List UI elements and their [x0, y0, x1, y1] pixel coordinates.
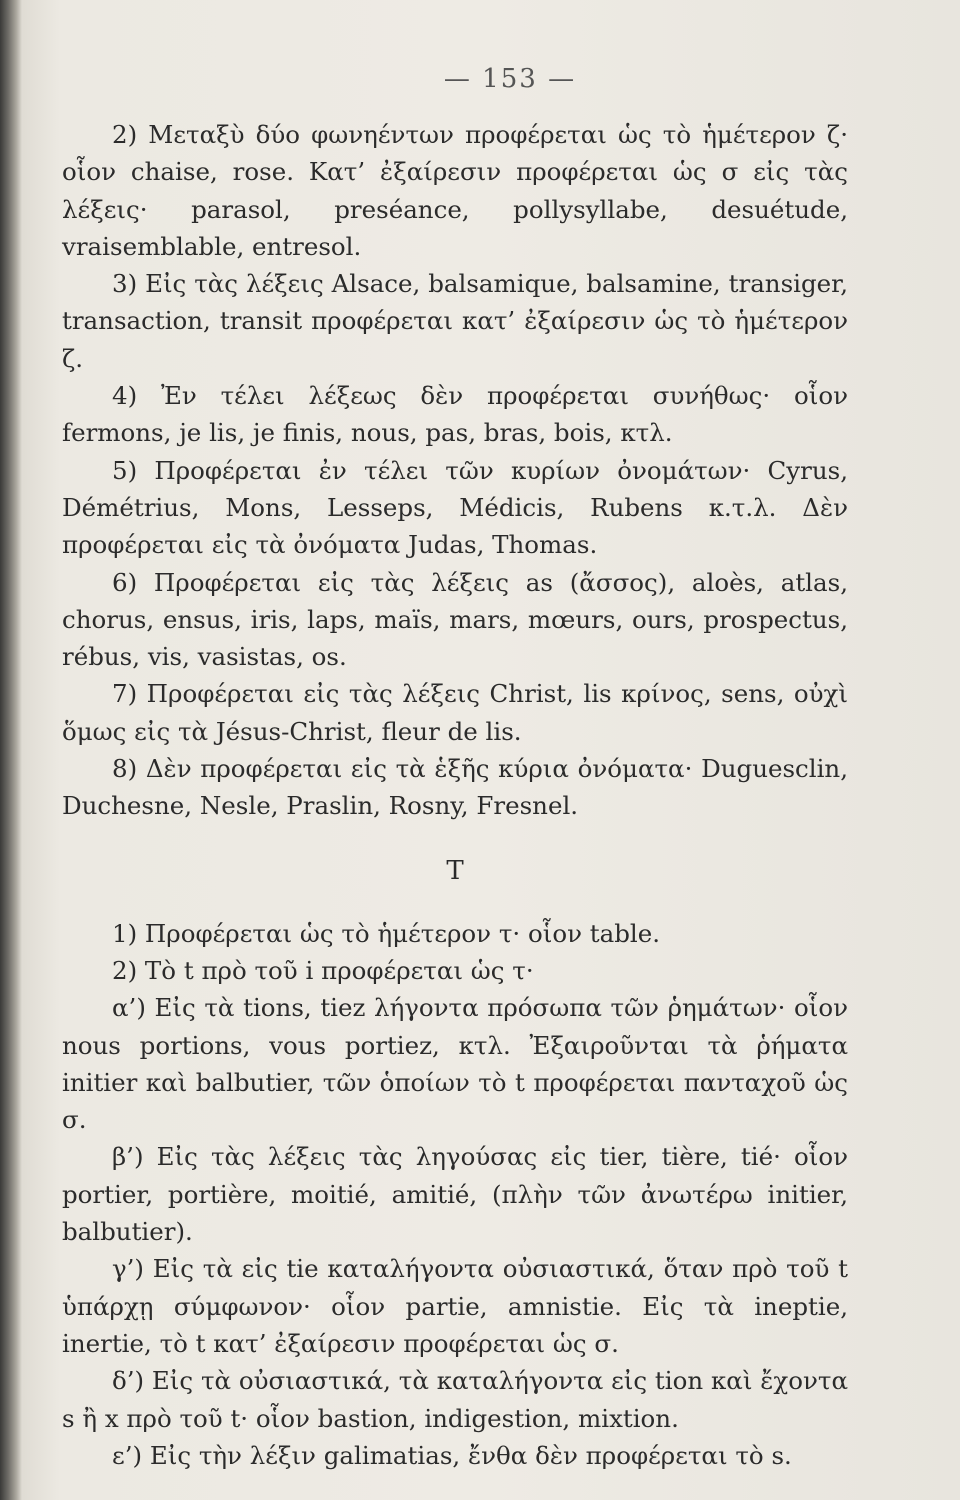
paragraph-s-8: 8) Δὲν προφέρεται εἰς τὰ ἑξῆς κύρια ὀνόματα· Duguesclin, Duchesne, Nesle, Praslin, Rosny, Fresnel. [62, 754, 848, 821]
paragraph-s-4: 4) Ἐν τέλει λέξεως δὲν προφέρεται συνήθως· οἷον fermons, je lis, je finis, nous, pas, bras, bois, κτλ. [62, 381, 848, 448]
book-spine-shadow [0, 0, 22, 1500]
paragraph-t-2c: γ’) Εἰς τὰ εἰς tie καταλήγοντα οὐσιαστικά, ὅταν πρὸ τοῦ t ὑπάρχῃ σύμφωνον· οἷον partie, amnistie. Εἰς τὰ ineptie, inertie, τὸ t κατ’ ἐξαίρεσιν προφέρεται ὡς σ. [62, 1254, 848, 1358]
paragraph-t-1: 1) Προφέρεται ὡς τὸ ἡμέτερον τ· οἷον table. [112, 918, 661, 948]
section-heading: T [446, 855, 464, 886]
paragraph-s-7: 7) Προφέρεται εἰς τὰς λέξεις Christ, lis κρίνος, sens, οὐχὶ ὅμως εἰς τὰ Jésus-Christ, fleur de lis. [62, 679, 848, 746]
paragraph-s-2: 2) Μεταξὺ δύο φωνηέντων προφέρεται ὡς τὸ ἡμέτερον ζ· οἷον chaise, rose. Κατ’ ἐξαίρεσιν προφέρεται ὡς σ εἰς τὰς λέξεις· parasol, preséance, pollysyllabe, desuétude, vraisemblable, entresol. [62, 120, 848, 261]
paragraph-s-3: 3) Εἰς τὰς λέξεις Alsace, balsamique, balsamine, transiger, transaction, transit προφέρεται κατ’ ἐξαίρεσιν ὡς τὸ ἡμέτερον ζ. [62, 269, 848, 373]
paragraph-t-2: 2) Τὸ t πρὸ τοῦ i προφέρεται ὡς τ· [112, 955, 534, 985]
paragraph-t-2b: β’) Εἰς τὰς λέξεις τὰς ληγούσας εἰς tier, tière, tié· οἷον portier, portière, moitié, amitié, (πλὴν τῶν ἀνωτέρω initier, balbutier). [62, 1142, 848, 1247]
paragraph-s-5: 5) Προφέρεται ἐν τέλει τῶν κυρίων ὀνομάτων· Cyrus, Démétrius, Mons, Lesseps, Médicis, Rubens κ.τ.λ. Δὲν προφέρεται εἰς τὰ ὀνόματα Judas, Thomas. [62, 455, 848, 560]
paragraph-t-2d: δ’) Εἰς τὰ οὐσιαστικά, τὰ καταλήγοντα εἰς tion καὶ ἔχοντα s ἢ x πρὸ τοῦ t· οἷον bastion, indigestion, mixtion. [62, 1366, 848, 1433]
paragraph-t-2a: α’) Εἰς τὰ tions, tiez λήγοντα πρόσωπα τῶν ῥημάτων· οἷον nous portions, vous portiez, κτλ. Ἐξαιροῦνται τὰ ῥήματα initier καὶ balbutier, τῶν ὁποίων τὸ t προφέρεται πανταχοῦ ὡς σ. [62, 993, 848, 1135]
paragraph-s-6: 6) Προφέρεται εἰς τὰς λέξεις as (ἄσσος), aloès, atlas, chorus, ensus, iris, laps, maïs, mars, mœurs, ours, prospectus, rébus, vis, vasistas, os. [62, 567, 848, 672]
page-number: — 153 — [443, 64, 577, 94]
page-content [62, 64, 848, 1474]
paragraph-t-2e: ε’) Εἰς τὴν λέξιν galimatias, ἔνθα δὲν προφέρεται τὸ s. [112, 1440, 792, 1470]
